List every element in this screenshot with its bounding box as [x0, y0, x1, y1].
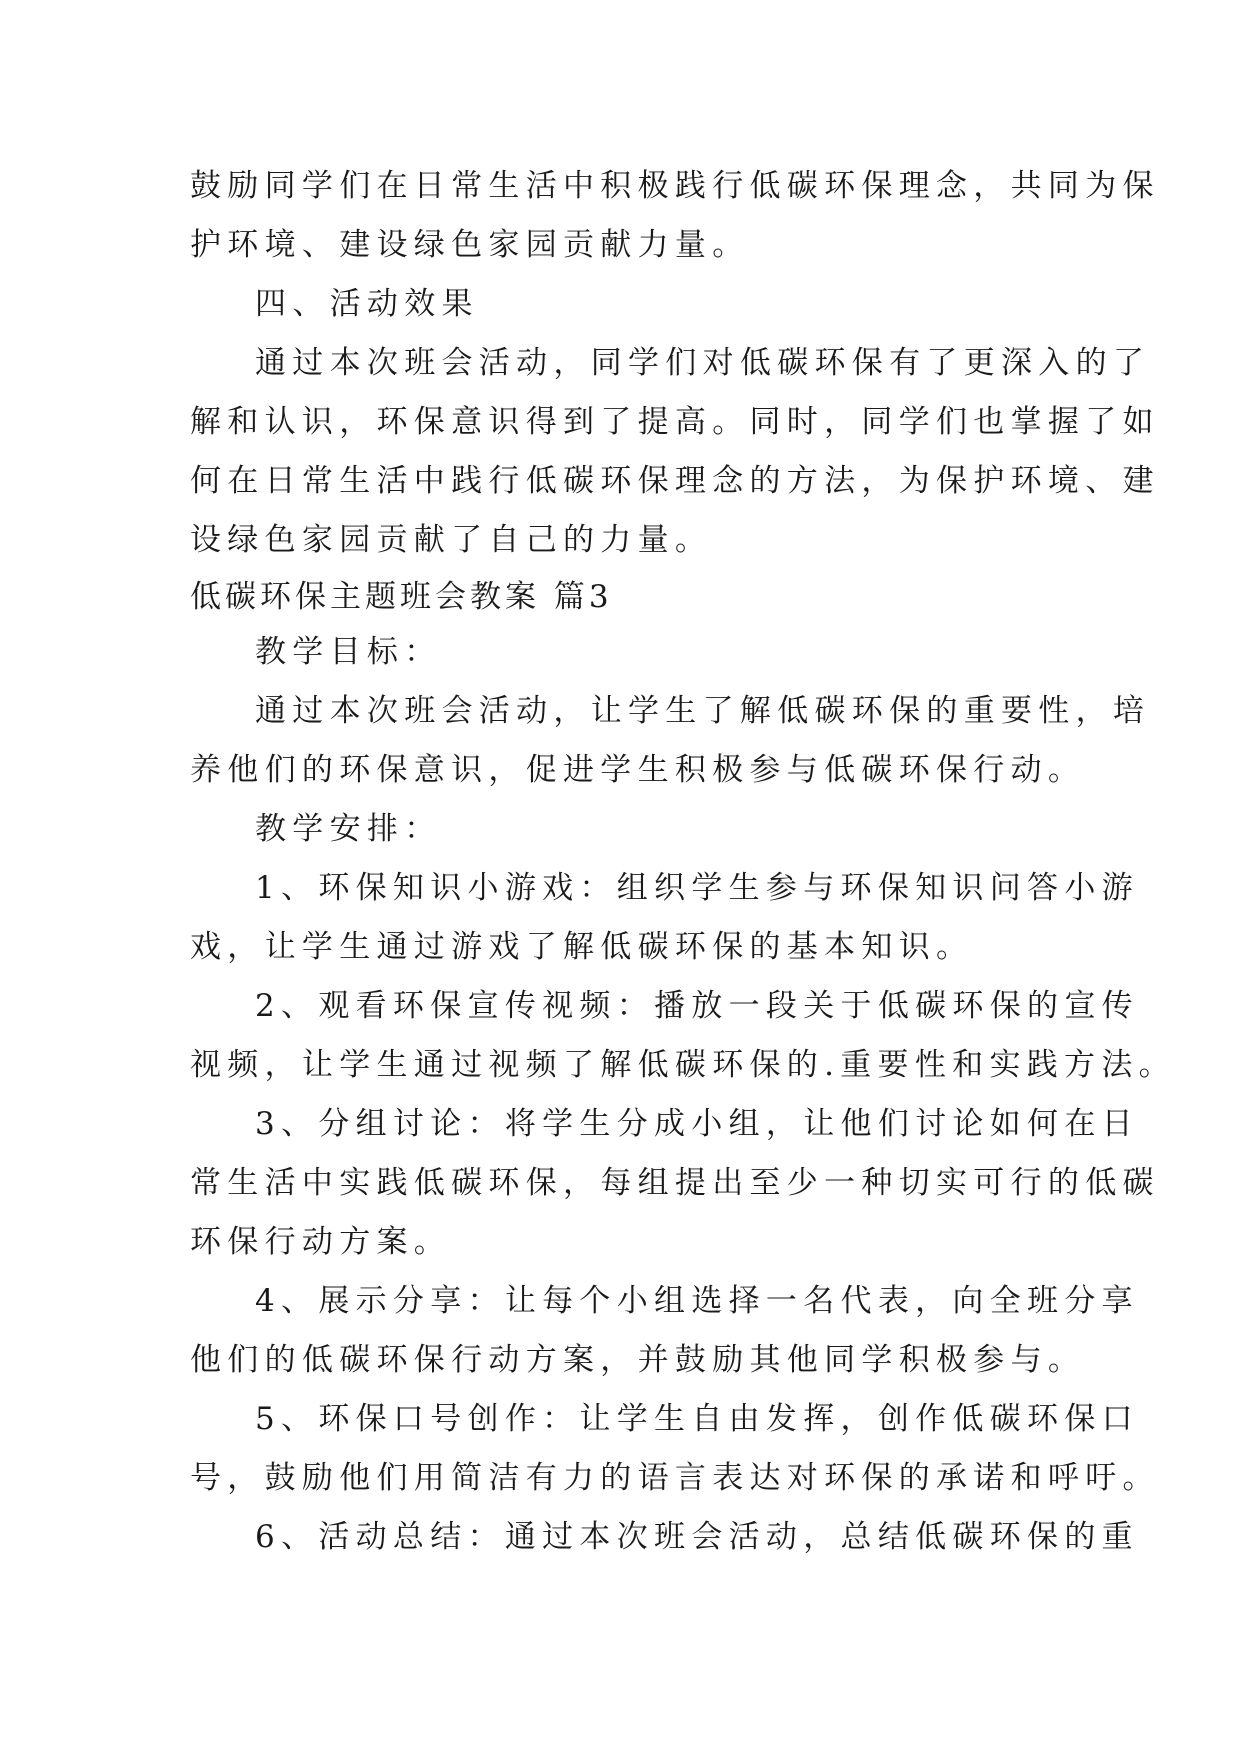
paragraph-line: 解和认识，环保意识得到了提高。同时，同学们也掌握了如 [190, 404, 1160, 440]
list-item-line: 6、活动总结：通过本次班会活动，总结低碳环保的重 [255, 1519, 1139, 1555]
paragraph-line: 何在日常生活中践行低碳环保理念的方法，为保护环境、建 [190, 463, 1160, 499]
list-item-line: 视频，让学生通过视频了解低碳环保的.重要性和实践方法。 [190, 1047, 1176, 1083]
list-item-line: 2、观看环保宣传视频：播放一段关于低碳环保的宣传 [255, 988, 1139, 1024]
paragraph-line: 鼓励同学们在日常生活中积极践行低碳环保理念，共同为保 [190, 168, 1160, 204]
list-item-line: 4、展示分享：让每个小组选择一名代表，向全班分享 [255, 1283, 1139, 1319]
list-item-line: 1、环保知识小游戏：组织学生参与环保知识问答小游 [255, 870, 1139, 906]
list-item-line: 5、环保口号创作：让学生自由发挥，创作低碳环保口 [255, 1401, 1139, 1437]
list-item-line: 3、分组讨论：将学生分成小组，让他们讨论如何在日 [255, 1106, 1139, 1142]
list-item-line: 他们的低碳环保行动方案，并鼓励其他同学积极参与。 [190, 1342, 1086, 1378]
list-item-line: 常生活中实践低碳环保，每组提出至少一种切实可行的低碳 [190, 1165, 1160, 1201]
list-item-line: 戏，让学生通过游戏了解低碳环保的基本知识。 [190, 929, 974, 965]
paragraph-line: 护环境、建设绿色家园贡献力量。 [190, 227, 750, 263]
document-title: 低碳环保主题班会教案 篇3 [190, 579, 613, 615]
list-item-line: 号，鼓励他们用简洁有力的语言表达对环保的承诺和呼吁。 [190, 1460, 1160, 1496]
section-heading: 教学安排： [255, 811, 442, 847]
section-heading: 教学目标： [255, 634, 442, 670]
paragraph-line: 设绿色家园贡献了自己的力量。 [190, 522, 713, 558]
list-item-line: 环保行动方案。 [190, 1224, 452, 1260]
paragraph-line: 通过本次班会活动，同学们对低碳环保有了更深入的了 [255, 345, 1151, 381]
paragraph-line: 养他们的环保意识，促进学生积极参与低碳环保行动。 [190, 752, 1086, 788]
section-heading: 四、活动效果 [255, 286, 479, 322]
paragraph-line: 通过本次班会活动，让学生了解低碳环保的重要性，培 [255, 693, 1151, 729]
